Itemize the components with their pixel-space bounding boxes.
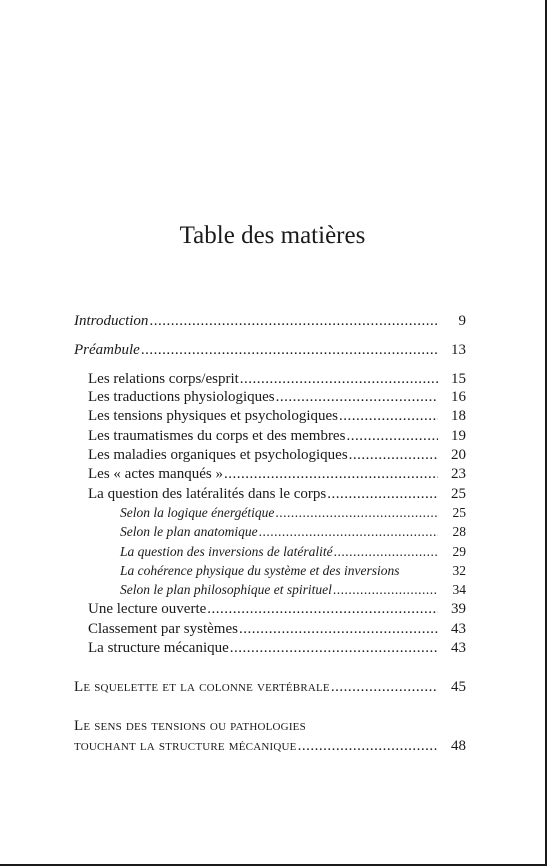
dot-leader: [339, 407, 438, 425]
toc-entry-label: Classement par systèmes: [88, 621, 238, 637]
toc-page-number: 20: [451, 447, 466, 463]
toc-entry-traumatismes[interactable]: [88, 427, 466, 445]
toc-entry-label: Selon le plan philosophique et spirituel: [120, 582, 332, 597]
dot-leader: [275, 504, 438, 522]
toc-entry-label: La question des latéralités dans le corps: [88, 486, 327, 502]
toc-entry-label: Le squelette et la colonne vertébrale: [74, 679, 330, 695]
toc-entry-tensions-physiques[interactable]: [88, 407, 466, 425]
dot-leader: [327, 485, 438, 503]
dot-leader: [298, 737, 438, 755]
toc-entry-label: La structure mécanique: [88, 640, 229, 656]
toc-entry-preambule[interactable]: [74, 341, 466, 359]
toc-entry-label: Préambule: [74, 342, 140, 358]
toc-entry-label: Une lecture ouverte: [88, 601, 207, 617]
toc-page-number: 45: [451, 679, 466, 695]
toc-entry-relations-corps-esprit[interactable]: [88, 370, 466, 388]
dot-leader: [259, 523, 438, 541]
toc-entry-label: Les tensions physiques et psychologiques: [88, 408, 338, 424]
toc-entry-lateralites[interactable]: [88, 485, 466, 503]
toc-entry-plan-anatomique[interactable]: [120, 523, 466, 541]
toc-entry-actes-manques[interactable]: [88, 465, 466, 483]
toc-entry-label: Les traumatismes du corps et des membres: [88, 428, 346, 444]
toc-entry-label: La question des inversions de latéralité: [120, 544, 333, 559]
toc-entry-coherence-physique[interactable]: [120, 562, 466, 580]
toc-page-number: 48: [451, 738, 466, 754]
toc-entry-structure-mecanique[interactable]: [88, 639, 466, 657]
toc-page-number: 23: [451, 466, 466, 482]
toc-entry-label: Selon le plan anatomique: [120, 524, 258, 539]
toc-entry-label: Les maladies organiques et psychologiques: [88, 447, 348, 463]
toc-page-number: 43: [451, 621, 466, 637]
toc-entry-sens-tensions-line1[interactable]: Le sens des tensions ou pathologies: [74, 718, 306, 734]
toc-page-number: 29: [452, 544, 466, 559]
toc-page-number: 18: [451, 408, 466, 424]
page-title: Table des matières: [179, 222, 366, 249]
toc-entry-label: Introduction: [74, 313, 149, 329]
toc-entry-label: La cohérence physique du système et des inversions: [120, 563, 400, 578]
dot-leader: [349, 446, 438, 464]
toc-entry-classement-systemes[interactable]: [88, 620, 466, 638]
toc-page-number: 39: [451, 601, 466, 617]
toc-entry-maladies[interactable]: [88, 446, 466, 464]
toc-page-number: 16: [451, 389, 466, 405]
toc-entry-label: touchant la structure mécanique: [74, 738, 297, 754]
toc-page-number: 19: [451, 428, 466, 444]
toc-page-number: 28: [452, 524, 466, 539]
toc-entry-sens-tensions[interactable]: [74, 737, 466, 755]
dot-leader: [346, 427, 438, 445]
dot-leader: [230, 639, 438, 657]
dot-leader: [276, 388, 438, 406]
toc-entry-squelette[interactable]: [74, 678, 466, 696]
toc-entry-label: Les traductions physiologiques: [88, 389, 275, 405]
toc-entry-label: Les relations corps/esprit: [88, 371, 239, 387]
toc-entry-traductions-physiologiques[interactable]: [88, 388, 466, 406]
toc-entry-introduction[interactable]: [74, 312, 466, 330]
toc-entry-plan-philosophique[interactable]: [120, 581, 466, 599]
toc-page-number: 15: [451, 371, 466, 387]
toc-entry-logique-energetique[interactable]: [120, 504, 466, 522]
toc-entry-label: Selon la logique énergétique: [120, 505, 275, 520]
toc-entry-lecture-ouverte[interactable]: [88, 600, 466, 618]
dot-leader: [333, 581, 438, 599]
dot-leader: [240, 370, 438, 388]
toc-page-number: 32: [452, 563, 466, 578]
toc-page-number: 25: [452, 505, 466, 520]
dot-leader: [331, 678, 438, 696]
toc-entry-label: Les « actes manqués »: [88, 466, 223, 482]
toc-page-number: 9: [458, 313, 466, 329]
toc-page-number: 43: [451, 640, 466, 656]
toc-page-number: 25: [451, 486, 466, 502]
dot-leader: [239, 620, 438, 638]
dot-leader: [224, 465, 438, 483]
toc-entry-inversions-lateralite[interactable]: [120, 543, 466, 561]
toc-page-number: 13: [451, 342, 466, 358]
dot-leader: [207, 600, 438, 618]
toc-page-number: 34: [452, 582, 466, 597]
dot-leader: [149, 312, 438, 330]
dot-leader: [141, 341, 438, 359]
dot-leader: [334, 543, 438, 561]
